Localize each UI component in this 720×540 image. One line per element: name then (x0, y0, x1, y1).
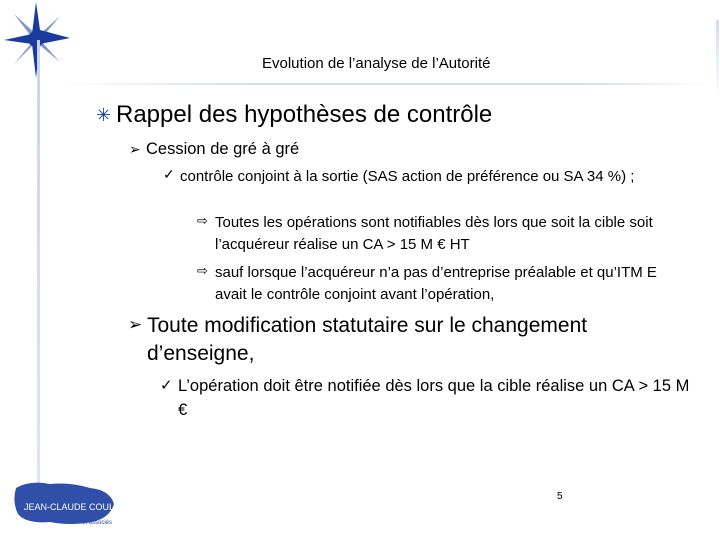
arrow-bullet-icon: ➢ (129, 141, 141, 157)
page-number: 5 (557, 491, 563, 502)
bullet-cession: Cession de gré à gré (146, 140, 300, 158)
bullet-sauf: sauf lorsque l’acquéreur n’a pas d’entreprise préalable et qu’ITM E avait le contrôle conjoint avant l’opération, (215, 264, 657, 303)
bullet-modification-statutaire: Toute modification statutaire sur le changement d’enseigne, (147, 314, 588, 365)
star-logo-icon (0, 0, 80, 80)
company-logo (10, 478, 120, 528)
bullet-operation-notifiee: L’opération doit être notifiée dès lors que la cible réalise un CA > 15 M € (178, 377, 690, 419)
check-bullet-icon: ✓ (163, 166, 175, 182)
check-bullet-icon: ✓ (160, 377, 173, 394)
asterisk-bullet-icon: ✳ (96, 105, 112, 125)
right-accent-line (716, 20, 719, 100)
left-accent-line (37, 40, 40, 485)
arrow-bullet-icon: ➢ (128, 315, 143, 334)
slide-title: Evolution de l’analyse de l’Autorité (262, 55, 491, 72)
hollow-arrow-bullet-icon: ⇨ (197, 263, 208, 278)
title-underline (60, 83, 710, 85)
svg-text:et associés: et associés (82, 520, 113, 526)
logo-map-icon (10, 478, 120, 528)
bullet-controle-conjoint: contrôle conjoint à la sortie (SAS action de préférence ou SA 34 %) ; (180, 168, 635, 185)
hollow-arrow-bullet-icon: ⇨ (197, 213, 208, 228)
svg-text:JEAN-CLAUDE COULON: JEAN-CLAUDE COULON (24, 502, 120, 512)
slide-heading: Rappel des hypothèses de contrôle (116, 101, 493, 128)
bullet-notifiables: Toutes les opérations sont notifiables dès lors que soit la cible soit l’acquéreur réalise un CA > 15 M € HT (215, 214, 653, 253)
